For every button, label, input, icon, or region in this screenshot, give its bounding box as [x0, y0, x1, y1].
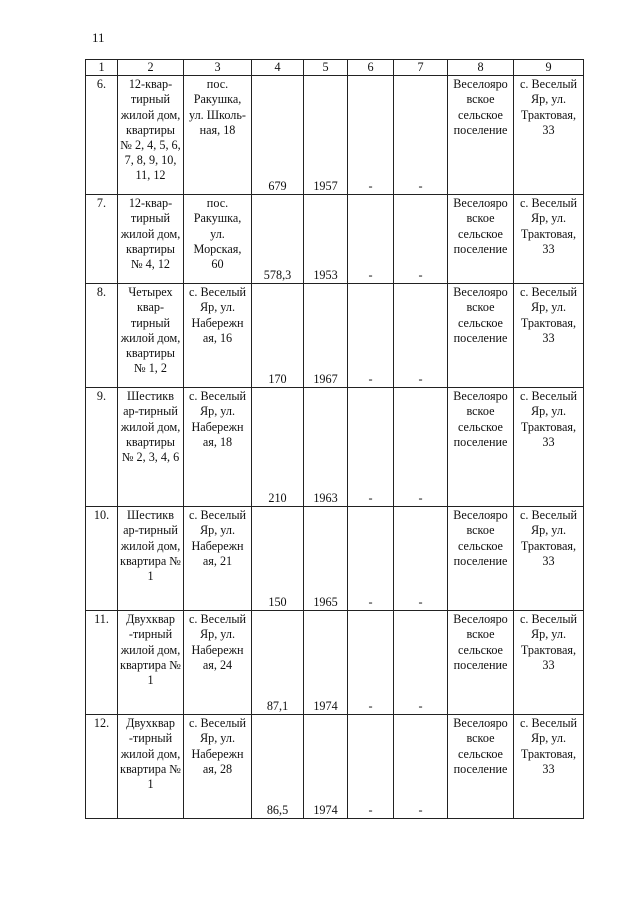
table-row: [86, 284, 584, 388]
column-7-value: -: [394, 715, 448, 819]
row-number: 10.: [86, 507, 118, 611]
table-row: [86, 388, 584, 507]
object-area: 150: [252, 507, 304, 611]
owner: Веселояро вское сельское поселение: [448, 611, 514, 715]
object-name: Четырех квар-тирный жилой дом, квартиры № 1, 2: [118, 284, 184, 388]
owner-location: с. Веселый Яр, ул. Трактовая, 33: [514, 284, 584, 388]
object-area: 170: [252, 284, 304, 388]
column-number: 7: [394, 60, 448, 76]
column-6-value: -: [348, 284, 394, 388]
owner: Веселояро вское сельское поселение: [448, 388, 514, 507]
object-address: пос. Ракушка, ул. Школь-ная, 18: [184, 76, 252, 195]
column-number: 3: [184, 60, 252, 76]
owner-location: с. Веселый Яр, ул. Трактовая, 33: [514, 611, 584, 715]
owner: Веселояро вское сельское поселение: [448, 507, 514, 611]
column-7-value: -: [394, 195, 448, 284]
table-row: [86, 507, 584, 611]
table-row: [86, 76, 584, 195]
column-6-value: -: [348, 195, 394, 284]
owner-location: с. Веселый Яр, ул. Трактовая, 33: [514, 715, 584, 819]
object-year: 1953: [304, 195, 348, 284]
column-number: 6: [348, 60, 394, 76]
owner: Веселояро вское сельское поселение: [448, 76, 514, 195]
object-name: Двухквар -тирный жилой дом, квартира № 1: [118, 611, 184, 715]
row-number: 7.: [86, 195, 118, 284]
object-year: 1967: [304, 284, 348, 388]
object-name: 12-квар-тирный жилой дом, квартиры № 4, 12: [118, 195, 184, 284]
column-number-row: [86, 60, 584, 76]
owner: Веселояро вское сельское поселение: [448, 715, 514, 819]
object-area: 210: [252, 388, 304, 507]
row-number: 9.: [86, 388, 118, 507]
column-7-value: -: [394, 76, 448, 195]
owner-location: с. Веселый Яр, ул. Трактовая, 33: [514, 388, 584, 507]
object-name: 12-квар-тирный жилой дом, квартиры № 2, 4, 5, 6, 7, 8, 9, 10, 11, 12: [118, 76, 184, 195]
row-number: 11.: [86, 611, 118, 715]
column-6-value: -: [348, 507, 394, 611]
object-address: с. Веселый Яр, ул. Набережн ая, 16: [184, 284, 252, 388]
column-7-value: -: [394, 507, 448, 611]
object-address: с. Веселый Яр, ул. Набережн ая, 28: [184, 715, 252, 819]
column-6-value: -: [348, 715, 394, 819]
column-number: 2: [118, 60, 184, 76]
object-address: с. Веселый Яр, ул. Набережн ая, 21: [184, 507, 252, 611]
page-number: 11: [92, 30, 105, 45]
object-year: 1957: [304, 76, 348, 195]
owner: Веселояро вское сельское поселение: [448, 195, 514, 284]
object-address: пос. Ракушка, ул. Морская, 60: [184, 195, 252, 284]
table-row: [86, 715, 584, 819]
owner: Веселояро вское сельское поселение: [448, 284, 514, 388]
column-6-value: -: [348, 611, 394, 715]
column-7-value: -: [394, 611, 448, 715]
column-number: 5: [304, 60, 348, 76]
object-year: 1965: [304, 507, 348, 611]
column-number: 9: [514, 60, 584, 76]
column-7-value: -: [394, 388, 448, 507]
object-area: 87,1: [252, 611, 304, 715]
object-area: 578,3: [252, 195, 304, 284]
row-number: 6.: [86, 76, 118, 195]
object-year: 1974: [304, 715, 348, 819]
object-address: с. Веселый Яр, ул. Набережн ая, 18: [184, 388, 252, 507]
object-address: с. Веселый Яр, ул. Набережн ая, 24: [184, 611, 252, 715]
object-area: 86,5: [252, 715, 304, 819]
object-name: Двухквар -тирный жилой дом, квартира № 1: [118, 715, 184, 819]
column-6-value: -: [348, 388, 394, 507]
object-area: 679: [252, 76, 304, 195]
table-row: [86, 195, 584, 284]
column-number: 1: [86, 60, 118, 76]
row-number: 12.: [86, 715, 118, 819]
object-year: 1974: [304, 611, 348, 715]
column-number: 4: [252, 60, 304, 76]
owner-location: с. Веселый Яр, ул. Трактовая, 33: [514, 76, 584, 195]
column-6-value: -: [348, 76, 394, 195]
table-row: [86, 611, 584, 715]
object-name: Шестикв ар-тирный жилой дом, квартиры № 2, 3, 4, 6: [118, 388, 184, 507]
column-number: 8: [448, 60, 514, 76]
property-table: [85, 59, 584, 819]
owner-location: с. Веселый Яр, ул. Трактовая, 33: [514, 507, 584, 611]
owner-location: с. Веселый Яр, ул. Трактовая, 33: [514, 195, 584, 284]
column-7-value: -: [394, 284, 448, 388]
object-year: 1963: [304, 388, 348, 507]
object-name: Шестикв ар-тирный жилой дом, квартира № 1: [118, 507, 184, 611]
row-number: 8.: [86, 284, 118, 388]
